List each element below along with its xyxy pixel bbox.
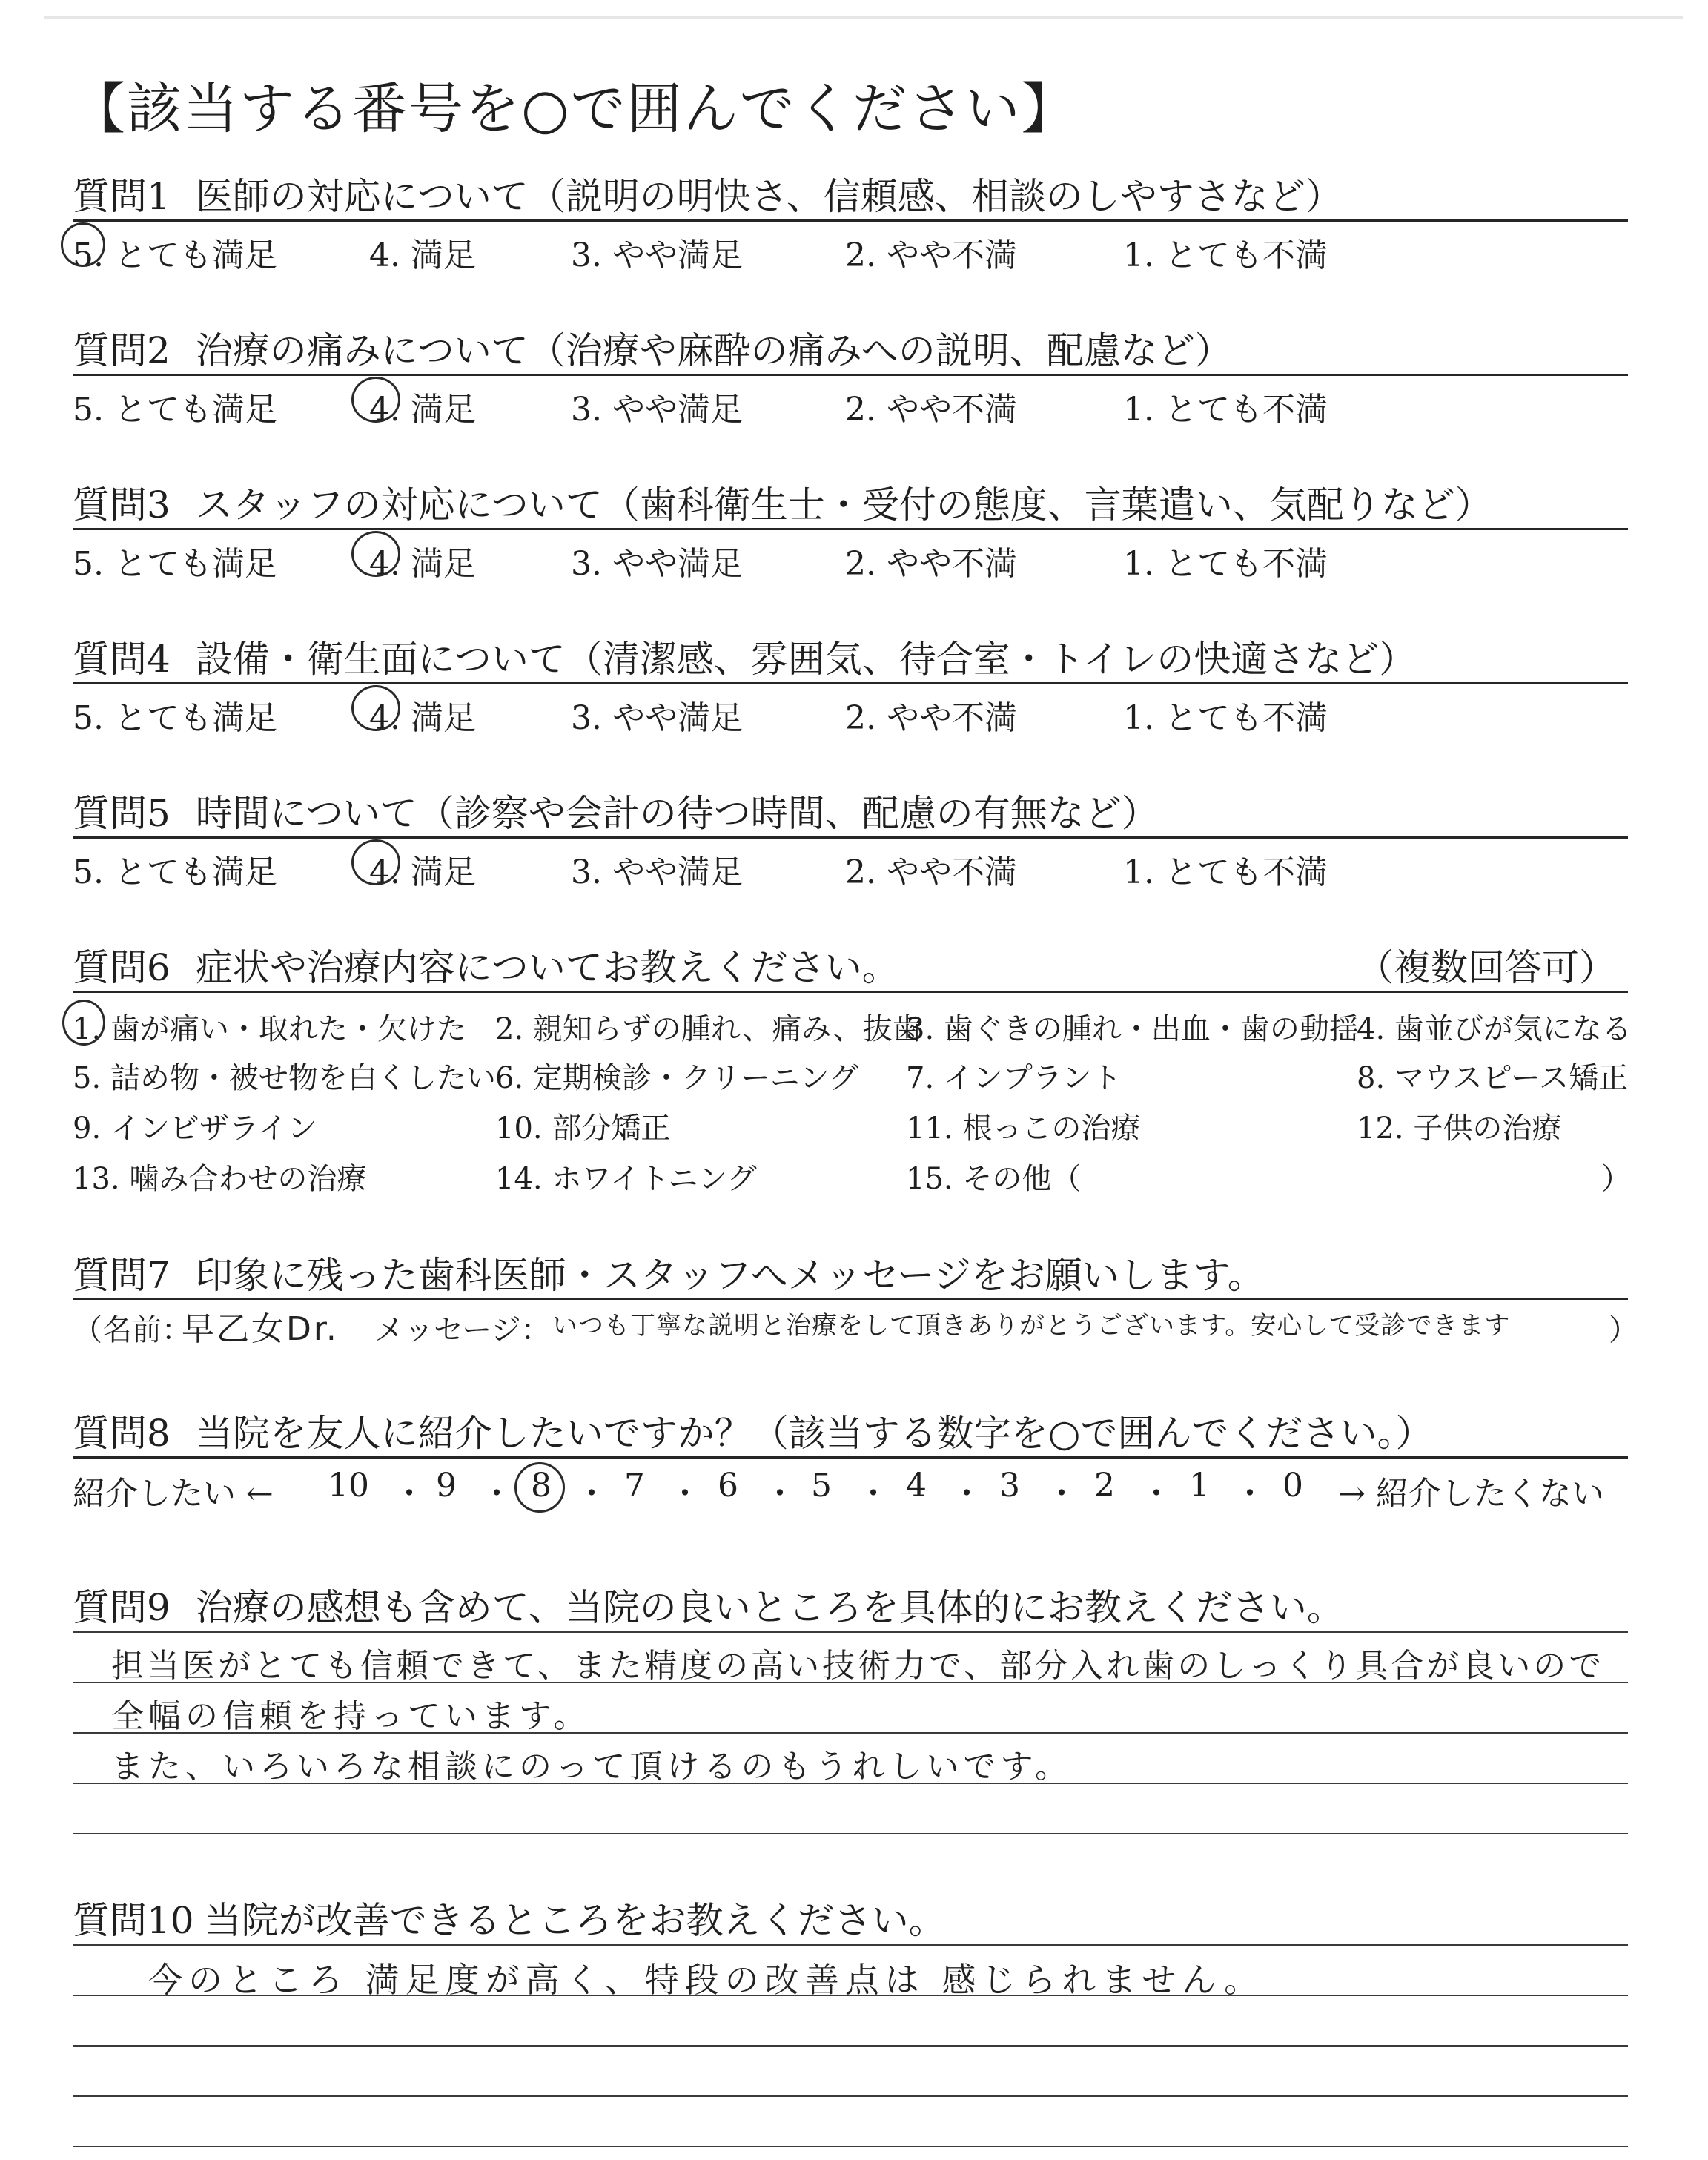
- q2-selection-circle: [351, 377, 400, 423]
- question-2-rule: [73, 374, 1628, 376]
- q6-option-8[interactable]: 8. マウスピース矯正: [1357, 1061, 1629, 1095]
- question-2-label: 質問2: [73, 329, 171, 372]
- q8-sep-2: ・: [480, 1475, 513, 1513]
- q8-sep-8: ・: [1045, 1475, 1078, 1513]
- q1-option-2[interactable]: 2. やや不満: [845, 237, 1017, 274]
- q10-line-3: [73, 2045, 1628, 2047]
- question-4-rule: [73, 682, 1628, 684]
- q3-option-5[interactable]: 5. とても満足: [73, 545, 277, 583]
- question-7-rule: [73, 1298, 1628, 1300]
- question-6: [73, 938, 899, 991]
- q5-option-5[interactable]: 5. とても満足: [73, 853, 277, 891]
- q7-name-value[interactable]: 早乙女Dr.: [182, 1310, 339, 1348]
- q9-answer-line-2[interactable]: 全幅の信頼を持っています。: [111, 1697, 591, 1735]
- question-2: [73, 321, 1232, 374]
- q7-open-paren: （: [73, 1313, 102, 1347]
- q8-scale-4[interactable]: 4: [906, 1467, 927, 1505]
- q8-scale-10[interactable]: 10: [328, 1467, 369, 1505]
- question-2-text: 治療の痛みについて（治療や麻酔の痛みへの説明、配慮など）: [195, 329, 1232, 372]
- question-6-text: 症状や治療内容についてお教えください。: [195, 946, 899, 989]
- q8-scale-0[interactable]: 0: [1282, 1467, 1303, 1505]
- question-8: [73, 1404, 1432, 1457]
- question-4-text: 設備・衛生面について（清潔感、雰囲気、待合室・トイレの快適さなど）: [195, 638, 1417, 681]
- question-8-text: 当院を友人に紹介したいですか？（該当する数字を○で囲んでください。）: [195, 1412, 1433, 1455]
- q8-sep-6: ・: [857, 1475, 890, 1513]
- q8-sep-9: ・: [1140, 1475, 1173, 1513]
- q3-option-1[interactable]: 1. とても不満: [1123, 545, 1328, 583]
- q7-message-label: メッセージ：: [374, 1313, 551, 1347]
- q8-scale-5[interactable]: 5: [811, 1467, 832, 1505]
- question-1-label: 質問1: [73, 175, 171, 218]
- q4-option-4[interactable]: 4. 満足: [369, 699, 476, 737]
- top-border: [44, 16, 1683, 19]
- q6-option-6[interactable]: 6. 定期検診・クリーニング: [495, 1061, 859, 1095]
- q1-option-5[interactable]: 5. とても満足: [73, 237, 277, 274]
- q4-option-1[interactable]: 1. とても不満: [1123, 699, 1328, 737]
- question-4: [73, 630, 1416, 683]
- q1-selection-circle: [61, 222, 105, 267]
- q1-option-1[interactable]: 1. とても不満: [1123, 237, 1328, 274]
- q6-option-1[interactable]: 1. 歯が痛い・取れた・欠けた: [73, 1012, 466, 1046]
- question-10-label: 質問10: [73, 1899, 194, 1942]
- question-1-rule: [73, 219, 1628, 222]
- q9-answer-line-1[interactable]: 担当医がとても信頼できて、また精度の高い技術力で、部分入れ歯のしっくり具合が良いので: [111, 1647, 1605, 1685]
- q6-option-7[interactable]: 7. インプラント: [906, 1061, 1122, 1095]
- q6-option-4[interactable]: 4. 歯並びが気になる: [1357, 1012, 1632, 1046]
- q3-option-3[interactable]: 3. やや満足: [571, 545, 743, 583]
- q3-option-2[interactable]: 2. やや不満: [845, 545, 1017, 583]
- question-5-text: 時間について（診察や会計の待つ時間、配慮の有無など）: [195, 792, 1159, 835]
- question-8-rule: [73, 1456, 1628, 1459]
- q2-option-3[interactable]: 3. やや満足: [571, 391, 743, 429]
- q2-option-4[interactable]: 4. 満足: [369, 391, 476, 429]
- q4-option-3[interactable]: 3. やや満足: [571, 699, 743, 737]
- q8-sep-5: ・: [764, 1475, 796, 1513]
- q9-line-1: [73, 1631, 1628, 1633]
- question-6-label: 質問6: [73, 946, 171, 989]
- q6-option-15[interactable]: 15. その他（: [906, 1162, 1082, 1196]
- q10-answer-line-1[interactable]: 今のところ 満足度が高く、特段の改善点は 感じられません。: [148, 1960, 1265, 2000]
- q10-line-5: [73, 2146, 1628, 2147]
- page-title: 【該当する番号を○で囲んでください】: [70, 77, 1078, 141]
- q6-option-10[interactable]: 10. 部分矯正: [495, 1112, 671, 1146]
- question-6-note: （複数回答可）: [1357, 946, 1616, 989]
- q8-selection-circle: [514, 1462, 565, 1513]
- q6-option-15-close: ）: [1601, 1162, 1631, 1196]
- q1-option-3[interactable]: 3. やや満足: [571, 237, 743, 274]
- q8-scale-1[interactable]: 1: [1189, 1467, 1210, 1505]
- q8-sep-7: ・: [950, 1475, 983, 1513]
- q2-option-2[interactable]: 2. やや不満: [845, 391, 1017, 429]
- q8-right-label: → 紹介したくない: [1338, 1475, 1604, 1513]
- q8-left-label: 紹介したい ←: [73, 1475, 274, 1513]
- q9-line-5: [73, 1833, 1628, 1834]
- q8-scale-9[interactable]: 9: [436, 1467, 457, 1505]
- q10-line-4: [73, 2095, 1628, 2097]
- q8-sep-4: ・: [669, 1475, 701, 1513]
- q8-sep-3: ・: [575, 1475, 608, 1513]
- q5-option-4[interactable]: 4. 満足: [369, 853, 476, 891]
- q6-selection-circle: [62, 1000, 105, 1046]
- q3-option-4[interactable]: 4. 満足: [369, 545, 476, 583]
- q8-scale-3[interactable]: 3: [999, 1467, 1020, 1505]
- q7-close-paren: ）: [1609, 1313, 1638, 1347]
- question-9-label: 質問9: [73, 1586, 171, 1629]
- question-7-label: 質問7: [73, 1254, 171, 1297]
- question-5-label: 質問5: [73, 792, 171, 835]
- q6-option-9[interactable]: 9. インビザライン: [73, 1112, 317, 1146]
- q2-option-1[interactable]: 1. とても不満: [1123, 391, 1328, 429]
- q8-scale-7[interactable]: 7: [624, 1467, 645, 1505]
- q5-option-3[interactable]: 3. やや満足: [571, 853, 743, 891]
- q6-option-2[interactable]: 2. 親知らずの腫れ、痛み、抜歯: [495, 1012, 922, 1046]
- question-1: [73, 167, 1343, 220]
- q6-option-3[interactable]: 3. 歯ぐきの腫れ・出血・歯の動揺: [906, 1012, 1359, 1046]
- q6-option-12[interactable]: 12. 子供の治療: [1357, 1112, 1562, 1146]
- question-1-text: 医師の対応について（説明の明快さ、信頼感、相談のしやすさなど）: [195, 175, 1343, 218]
- q6-option-13[interactable]: 13. 噛み合わせの治療: [73, 1162, 367, 1196]
- question-3-rule: [73, 528, 1628, 530]
- q8-scale-2[interactable]: 2: [1094, 1467, 1115, 1505]
- q2-option-5[interactable]: 5. とても満足: [73, 391, 277, 429]
- q1-option-4[interactable]: 4. 満足: [369, 237, 476, 274]
- question-5-rule: [73, 836, 1628, 839]
- q3-selection-circle: [351, 531, 400, 577]
- q5-option-1[interactable]: 1. とても不満: [1123, 853, 1328, 891]
- q6-option-11[interactable]: 11. 根っこの治療: [906, 1112, 1141, 1146]
- question-3: [73, 475, 1492, 529]
- q4-option-2[interactable]: 2. やや不満: [845, 699, 1017, 737]
- question-10: [73, 1891, 946, 1944]
- q8-sep-10: ・: [1234, 1475, 1266, 1513]
- q7-answer-line: [73, 1307, 191, 1349]
- question-6-rule: [73, 991, 1628, 993]
- q8-scale-6[interactable]: 6: [718, 1467, 738, 1505]
- q5-selection-circle: [351, 839, 400, 885]
- q5-option-2[interactable]: 2. やや不満: [845, 853, 1017, 891]
- question-3-text: スタッフの対応について（歯科衛生士・受付の態度、言葉遣い、気配りなど）: [195, 483, 1492, 526]
- q8-scale-8[interactable]: 8: [531, 1467, 552, 1505]
- q8-sep-1: ・: [393, 1475, 426, 1513]
- q4-option-5[interactable]: 5. とても満足: [73, 699, 277, 737]
- q6-option-5[interactable]: 5. 詰め物・被せ物を白くしたい: [73, 1061, 496, 1095]
- q10-line-1: [73, 1944, 1628, 1946]
- q7-message-value[interactable]: いつも丁寧な説明と治療をして頂きありがとうございます。安心して受診できます: [552, 1311, 1511, 1341]
- question-9: [73, 1578, 1344, 1631]
- q9-answer-line-3[interactable]: また、いろいろな相談にのって頂けるのもうれしいです。: [111, 1748, 1073, 1786]
- question-4-label: 質問4: [73, 638, 171, 681]
- q4-selection-circle: [351, 685, 400, 731]
- q6-option-14[interactable]: 14. ホワイトニング: [495, 1162, 757, 1196]
- question-5: [73, 784, 1159, 837]
- question-9-text: 治療の感想も含めて、当院の良いところを具体的にお教えください。: [195, 1586, 1344, 1629]
- question-10-text: 当院が改善できるところをお教えください。: [204, 1899, 946, 1942]
- question-8-label: 質問8: [73, 1412, 171, 1455]
- question-7: [73, 1246, 1265, 1299]
- q7-name-label: 名前：: [102, 1313, 191, 1347]
- question-7-text: 印象に残った歯科医師・スタッフへメッセージをお願いします。: [195, 1254, 1265, 1297]
- question-3-label: 質問3: [73, 483, 171, 526]
